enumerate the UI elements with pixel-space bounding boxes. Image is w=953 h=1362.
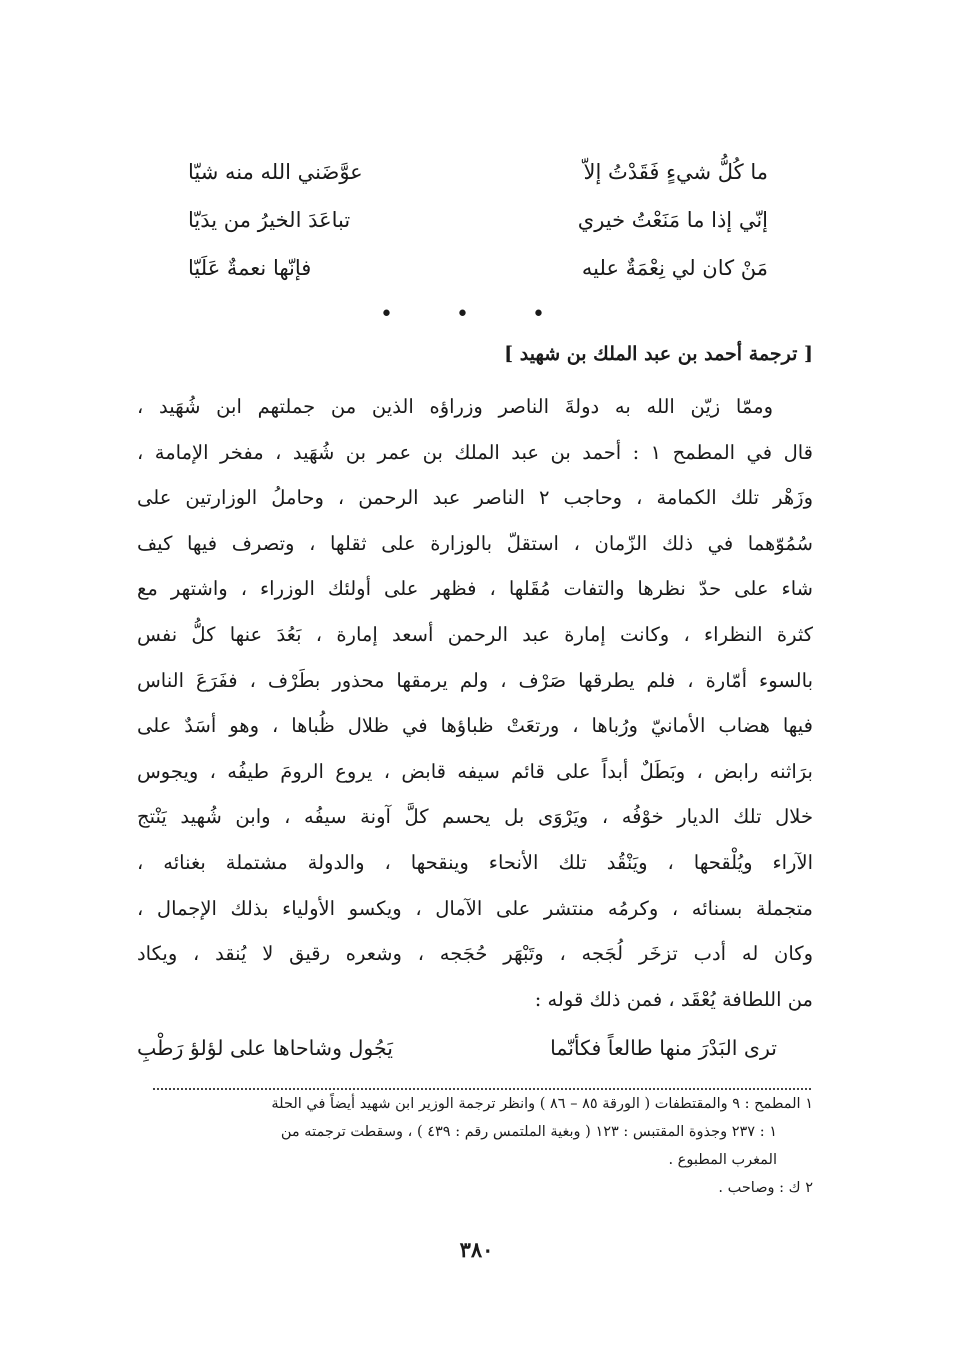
quoted-verse xyxy=(137,1024,777,1072)
text-line: وكان له أدب تزخَر لُجَجه ، وتَبْهَر حُجَجه ، وشعره رقيق لا يُنقد ، ويكاد xyxy=(137,942,813,966)
verse-hemistich-second: يَجُول وشاحاها على لؤلؤ رَطْبِ xyxy=(137,1036,393,1060)
footnote-line: ٢ ك : وصاحب . xyxy=(718,1180,813,1196)
footnotes xyxy=(133,1090,813,1202)
section-heading: [ ترجمة أحمد بن عبد الملك بن شهيد ] xyxy=(504,343,813,365)
poem-verse xyxy=(188,196,768,244)
verse-hemistich-first: ترى البَدْرَ منها طالعاً فكأنّما xyxy=(550,1036,777,1060)
text-line: شاء على حدّ نظرها والتفات مُقَلها ، فظهر على أولئك الوزراء ، واشتهر مع xyxy=(137,577,813,601)
footnote-line: المغرب المطبوع . xyxy=(668,1152,777,1168)
poem-hemistich-second: فإنّها نعمةٌ عَلَيّا xyxy=(188,256,312,280)
body-text xyxy=(137,384,813,1022)
poem-verse xyxy=(188,148,768,196)
text-line: من اللطافة يُعْقَد ، فمن ذلك قوله : xyxy=(534,987,813,1011)
page-number: ٣٨٠ xyxy=(459,1237,494,1262)
poem-hemistich-second: عوَّضَني الله منه شيّا xyxy=(188,160,363,184)
poem-hemistich-first: مَنْ كان لي نِعْمَةٌ عليه xyxy=(581,256,768,280)
poem-hemistich-first: إنّي إذا ما مَنَعْتُ خيري xyxy=(577,208,768,232)
text-line: كثرة النظراء ، وكانت إمارة عبد الرحمن أسعد إمارة ، بَعُدَ عنها كلُّ نفس xyxy=(137,622,813,646)
text-line: وزَهْر تلك الكمامة ، وحاجب ٢ الناصر عبد الرحمن ، وحاملُ الوزارتين على xyxy=(137,486,813,510)
poem-verse xyxy=(188,244,768,292)
text-line: سُمُوّهما في ذلك الزّمان ، استقلّ بالوزارة على ثقلها ، وتصرف فيها كيف xyxy=(137,531,813,555)
opening-poem xyxy=(188,148,768,292)
poem-hemistich-second: تباعَدَ الخيرُ من يدَيّا xyxy=(188,208,351,232)
text-line: برَاثنه رابض ، وبَطَلٌ أبداً على قائم سيفه قابض ، يروع الرومَ طيفُه ، ويجوس xyxy=(137,759,813,783)
text-line: الآراء ويُلْقحها ، ويَنْقُد تلك الأنحاء وينقحها ، والدولة مشتملة بغنائه ، xyxy=(137,850,813,874)
text-line: خلال تلك الديار خوْفُه ، ويَرْوَى بل يحسم كلَّ آونة سيفُه ، وابن شُهيد يَنْتج xyxy=(137,805,813,829)
text-line: فيها هضاب الأمانيّ ورُباها ، ورتعَتْ ظباؤها في ظلال ظُباها ، وهو أسَدٌ على xyxy=(137,714,813,738)
text-line: وممّا زيّن الله به دولةَ الناصر وزراؤه الذين من جملتهم ابن شُهَيد ، xyxy=(137,395,773,418)
footnote-line: ١ المطمح : ٩ والمقتطفات ( الورقة ٨٥ – ٨٦ ) وانظر ترجمة الوزير ابن شهيد أيضاً في الحلة xyxy=(271,1096,813,1112)
poem-hemistich-first: ما كُلُّ شيءٍ فَقَدْتُ إلاّ xyxy=(583,160,768,184)
text-line: بالسوء أمّارة ، فلم يطرقها صَرْف ، ولم يرمقها محذور بطَرْف ، ففَرَعَ الناس xyxy=(137,668,813,692)
footnote-line: ١ : ٢٣٧ وجذوة المقتبس : ١٢٣ ( وبغية الملتمس رقم : ٤٣٩ ) ، وسقطت ترجمته من xyxy=(280,1124,777,1140)
text-line: قال في المطمح ١ : أحمد بن عبد الملك بن عمر بن شُهَيد ، مفخر الإمامة ، xyxy=(137,440,813,464)
section-ornament: • • • xyxy=(380,302,573,327)
text-line: متجملة بسنائه ، وكرمُه منتشر على الآمال ، ويكسو الأولياء بذلك الإجمال ، xyxy=(137,896,813,920)
